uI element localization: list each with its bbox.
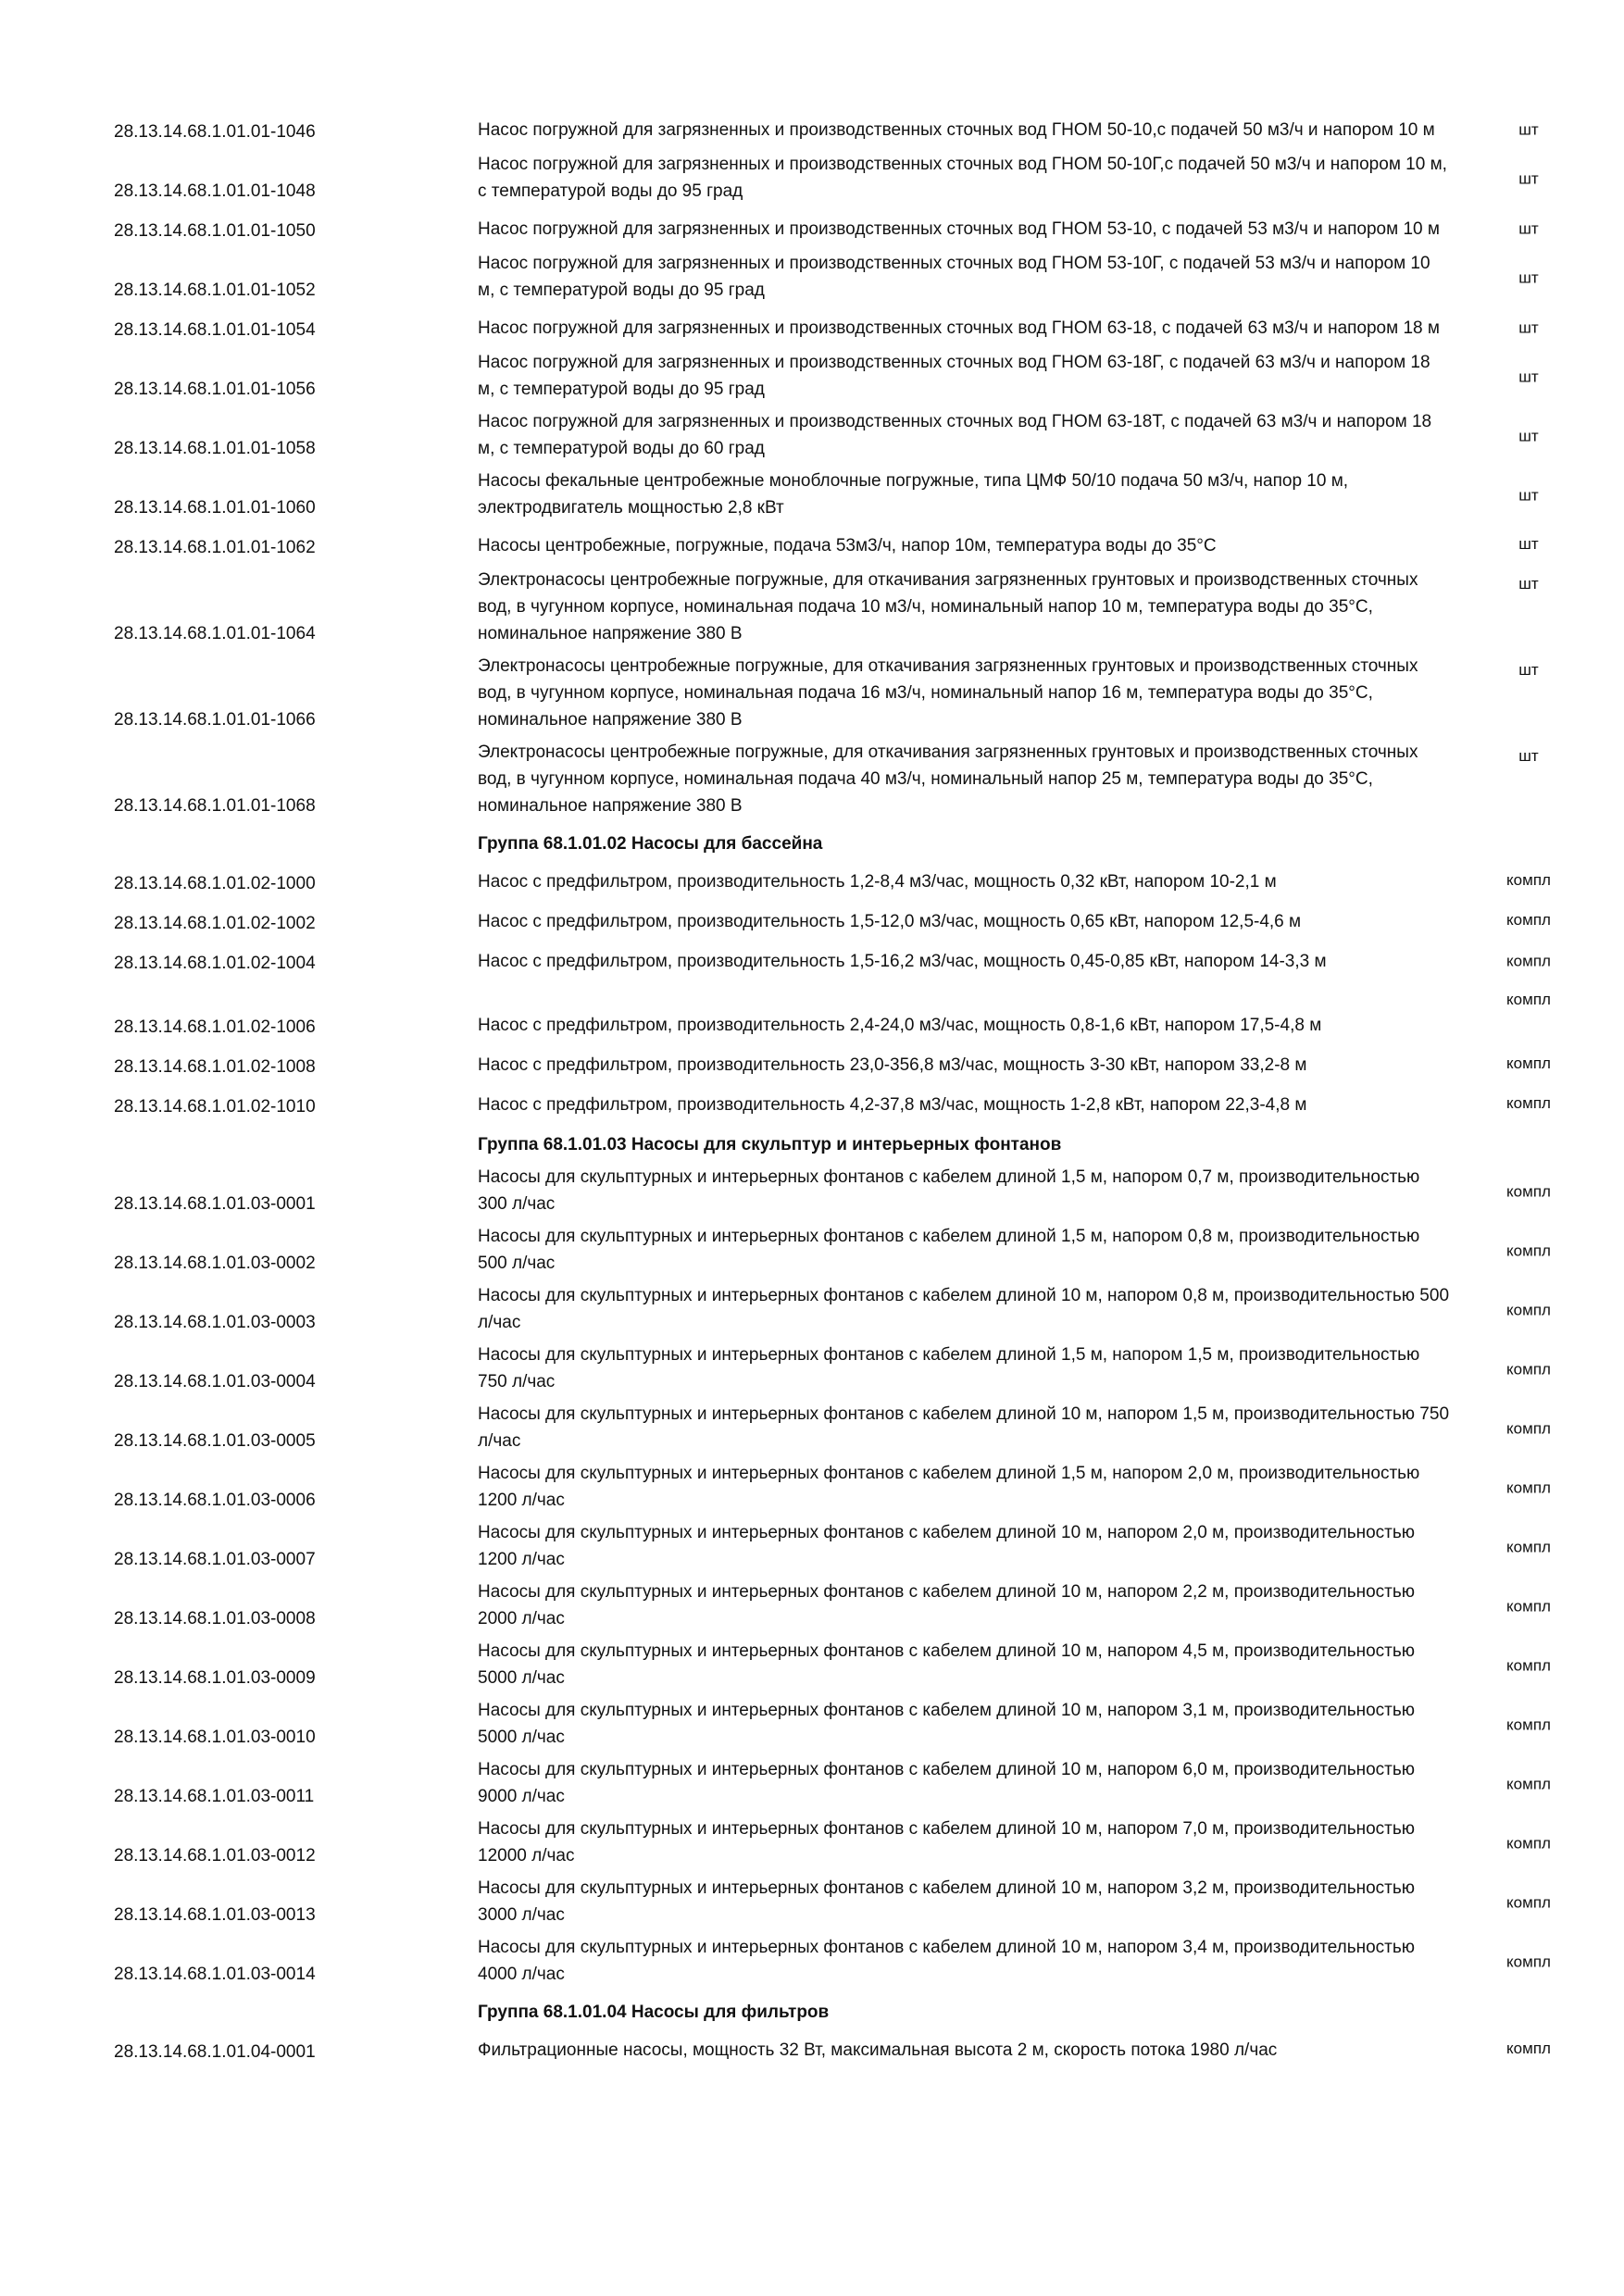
table-row <box>0 1044 1624 1084</box>
table-row <box>0 1873 1624 1932</box>
resource-code: 28.13.14.68.1.01.03-0005 <box>114 1431 316 1451</box>
table-row <box>0 901 1624 941</box>
resource-code: 28.13.14.68.1.01.01-1046 <box>114 122 316 142</box>
resource-code: 28.13.14.68.1.01.03-0011 <box>114 1787 315 1806</box>
unit-of-measure: компл <box>1506 1775 1551 1793</box>
resource-code: 28.13.14.68.1.01.04-0001 <box>114 2042 316 2062</box>
table-row <box>0 406 1624 466</box>
resource-code: 28.13.14.68.1.01.03-0013 <box>114 1905 316 1925</box>
resource-code: 28.13.14.68.1.01.01-1056 <box>114 380 316 399</box>
unit-of-measure: шт <box>1518 575 1539 593</box>
table-row <box>0 1636 1624 1695</box>
resource-name: Насос погружной для загрязненных и производственных сточных вод ГНОМ 63-18Г, с подачей 63 м3/ч и напором 18 м, с температурой воды до 95 град <box>478 353 1430 399</box>
resource-name: Фильтрационные насосы, мощность 32 Вт, максимальная высота 2 м, скорость потока 1980 л/час <box>478 2040 1278 2060</box>
resource-name: Насосы для скульптурных и интерьерных фонтанов с кабелем длиной 10 м, напором 0,8 м, производительностью 500 л/час <box>478 1286 1450 1332</box>
resource-name: Насосы центробежные, погружные, подача 53м3/ч, напор 10м, температура воды до 35°С <box>478 536 1217 555</box>
resource-name: Насос с предфильтром, производительность 23,0-356,8 м3/час, мощность 3-30 кВт, напором 33,2-8 м <box>478 1055 1307 1075</box>
resource-code: 28.13.14.68.1.01.01-1064 <box>114 624 316 643</box>
table-row <box>0 1577 1624 1636</box>
resource-name: Насос погружной для загрязненных и производственных сточных вод ГНОМ 50-10Г,с подачей 50 м3/ч и напором 10 м, с температурой воды до 95 град <box>478 155 1447 201</box>
resource-code: 28.13.14.68.1.01.01-1052 <box>114 281 316 300</box>
table-row <box>0 980 1624 1044</box>
resource-name: Насосы для скульптурных и интерьерных фонтанов с кабелем длиной 10 м, напором 3,2 м, производительностью 3000 л/час <box>478 1878 1416 1925</box>
unit-of-measure: компл <box>1506 1656 1551 1675</box>
unit-of-measure: компл <box>1506 2040 1551 2057</box>
resource-name: Насос с предфильтром, производительность 1,2-8,4 м3/час, мощность 0,32 кВт, напором 10-2,1 м <box>478 872 1277 892</box>
resource-name: Насос погружной для загрязненных и производственных сточных вод ГНОМ 53-10, с подачей 53 м3/ч и напором 10 м <box>478 219 1440 239</box>
resource-code: 28.13.14.68.1.01.03-0014 <box>114 1965 316 1984</box>
table-row <box>0 149 1624 208</box>
resource-name: Насосы для скульптурных и интерьерных фонтанов с кабелем длиной 1,5 м, напором 1,5 м, производительностью 750 л/час <box>478 1345 1420 1391</box>
resource-code: 28.13.14.68.1.01.01-1050 <box>114 221 316 241</box>
resource-code: 28.13.14.68.1.01.03-0004 <box>114 1372 316 1391</box>
unit-of-measure: компл <box>1506 1538 1551 1556</box>
table-row <box>0 1695 1624 1754</box>
table-row <box>0 1162 1624 1221</box>
unit-of-measure: шт <box>1518 486 1539 505</box>
resource-name: Насосы для скульптурных и интерьерных фонтанов с кабелем длиной 10 м, напором 3,1 м, производительностью 5000 л/час <box>478 1701 1416 1747</box>
resource-name: Насосы для скульптурных и интерьерных фонтанов с кабелем длиной 10 м, напором 4,5 м, производительностью 5000 л/час <box>478 1641 1416 1688</box>
unit-of-measure: шт <box>1518 169 1539 188</box>
unit-of-measure: компл <box>1506 1834 1551 1853</box>
resource-code: 28.13.14.68.1.01.03-0008 <box>114 1609 316 1628</box>
table-row <box>0 1340 1624 1399</box>
resource-code: 28.13.14.68.1.01.02-1000 <box>114 874 316 893</box>
resource-name: Электронасосы центробежные погружные, для откачивания загрязненных грунтовых и производственных сточных вод, в чугунном корпусе, номинальная подача 16 м3/ч, номинальный напор 16 м, температура воды до 35°С, номинальное напряжение 380 В <box>478 656 1418 730</box>
resource-name: Насос погружной для загрязненных и производственных сточных вод ГНОМ 50-10,с подачей 50 м3/ч и напором 10 м <box>478 120 1435 140</box>
resource-code: 28.13.14.68.1.01.01-1048 <box>114 181 316 201</box>
unit-of-measure: шт <box>1518 219 1539 237</box>
table-row <box>0 109 1624 149</box>
unit-of-measure: шт <box>1518 535 1539 553</box>
unit-of-measure: компл <box>1506 1953 1551 1971</box>
unit-of-measure: шт <box>1518 661 1539 679</box>
group-heading <box>0 1991 1624 2029</box>
table-row <box>0 651 1624 737</box>
unit-of-measure: компл <box>1506 1054 1551 1072</box>
resource-code: 28.13.14.68.1.01.02-1006 <box>114 1017 316 1037</box>
unit-of-measure: компл <box>1506 991 1551 1008</box>
unit-of-measure: компл <box>1506 1479 1551 1497</box>
resource-code: 28.13.14.68.1.01.03-0006 <box>114 1491 316 1510</box>
table-row <box>0 1458 1624 1517</box>
table-row <box>0 1517 1624 1577</box>
resource-code: 28.13.14.68.1.01.01-1068 <box>114 796 316 816</box>
unit-of-measure: компл <box>1506 871 1551 889</box>
table-row <box>0 2029 1624 2069</box>
unit-of-measure: компл <box>1506 911 1551 929</box>
unit-of-measure: шт <box>1518 318 1539 336</box>
table-row <box>0 208 1624 248</box>
resource-name: Насосы для скульптурных и интерьерных фонтанов с кабелем длиной 10 м, напором 2,2 м, производительностью 2000 л/час <box>478 1582 1416 1628</box>
table-row <box>0 1084 1624 1124</box>
unit-of-measure: шт <box>1518 368 1539 386</box>
resource-name: Насосы для скульптурных и интерьерных фонтанов с кабелем длиной 10 м, напором 7,0 м, производительностью 12000 л/час <box>478 1819 1416 1866</box>
resource-name: Насосы для скульптурных и интерьерных фонтанов с кабелем длиной 10 м, напором 3,4 м, производительностью 4000 л/час <box>478 1938 1416 1984</box>
resource-code: 28.13.14.68.1.01.03-0001 <box>114 1194 316 1214</box>
table-row <box>0 466 1624 525</box>
resource-name: Насос погружной для загрязненных и производственных сточных вод ГНОМ 53-10Г, с подачей 53 м3/ч и напором 10 м, с температурой воды до 95 град <box>478 254 1430 300</box>
resource-name: Электронасосы центробежные погружные, для откачивания загрязненных грунтовых и производственных сточных вод, в чугунном корпусе, номинальная подача 40 м3/ч, номинальный напор 25 м, температура воды до 35°С, номинальное напряжение 380 В <box>478 742 1418 816</box>
table-row <box>0 565 1624 651</box>
resource-code: 28.13.14.68.1.01.01-1066 <box>114 710 316 730</box>
resource-code: 28.13.14.68.1.01.02-1010 <box>114 1097 316 1117</box>
resource-code: 28.13.14.68.1.01.03-0007 <box>114 1550 316 1569</box>
unit-of-measure: компл <box>1506 952 1551 969</box>
unit-of-measure: шт <box>1518 268 1539 287</box>
resource-name: Насосы фекальные центробежные моноблочные погружные, типа ЦМФ 50/10 подача 50 м3/ч, напор 10 м, электродвигатель мощностью 2,8 кВт <box>478 471 1349 518</box>
resource-code: 28.13.14.68.1.01.02-1002 <box>114 914 316 933</box>
resource-name: Насос погружной для загрязненных и производственных сточных вод ГНОМ 63-18, с подачей 63 м3/ч и напором 18 м <box>478 318 1440 338</box>
unit-of-measure: компл <box>1506 1182 1551 1201</box>
table-row <box>0 1399 1624 1458</box>
unit-of-measure: шт <box>1518 120 1539 138</box>
group-title: Группа 68.1.01.04 Насосы для фильтров <box>478 2003 830 2022</box>
unit-of-measure: шт <box>1518 427 1539 445</box>
price-list-table <box>0 109 1624 2069</box>
group-title: Группа 68.1.01.02 Насосы для бассейна <box>478 834 823 854</box>
unit-of-measure: компл <box>1506 1242 1551 1260</box>
table-row <box>0 1280 1624 1340</box>
resource-name: Насос с предфильтром, производительность 2,4-24,0 м3/час, мощность 0,8-1,6 кВт, напором 17,5-4,8 м <box>478 1016 1322 1035</box>
resource-name: Насос с предфильтром, производительность 1,5-12,0 м3/час, мощность 0,65 кВт, напором 12,5-4,6 м <box>478 912 1302 931</box>
resource-code: 28.13.14.68.1.01.01-1060 <box>114 498 316 518</box>
unit-of-measure: компл <box>1506 1716 1551 1734</box>
table-row <box>0 248 1624 307</box>
resource-code: 28.13.14.68.1.01.03-0012 <box>114 1846 316 1866</box>
table-row <box>0 941 1624 980</box>
resource-name: Насосы для скульптурных и интерьерных фонтанов с кабелем длиной 10 м, напором 1,5 м, производительностью 750 л/час <box>478 1404 1450 1451</box>
table-row <box>0 861 1624 901</box>
resource-name: Насосы для скульптурных и интерьерных фонтанов с кабелем длиной 10 м, напором 6,0 м, производительностью 9000 л/час <box>478 1760 1416 1806</box>
unit-of-measure: компл <box>1506 1301 1551 1319</box>
resource-code: 28.13.14.68.1.01.02-1004 <box>114 954 316 973</box>
table-row <box>0 1221 1624 1280</box>
resource-code: 28.13.14.68.1.01.03-0009 <box>114 1668 316 1688</box>
resource-name: Насосы для скульптурных и интерьерных фонтанов с кабелем длиной 10 м, напором 2,0 м, производительностью 1200 л/час <box>478 1523 1416 1569</box>
unit-of-measure: компл <box>1506 1419 1551 1438</box>
resource-code: 28.13.14.68.1.01.03-0010 <box>114 1728 316 1747</box>
resource-code: 28.13.14.68.1.01.02-1008 <box>114 1057 316 1077</box>
resource-name: Насосы для скульптурных и интерьерных фонтанов с кабелем длиной 1,5 м, напором 0,7 м, производительностью 300 л/час <box>478 1167 1420 1214</box>
unit-of-measure: шт <box>1518 747 1539 765</box>
resource-code: 28.13.14.68.1.01.03-0002 <box>114 1254 316 1273</box>
resource-name: Насосы для скульптурных и интерьерных фонтанов с кабелем длиной 1,5 м, напором 2,0 м, производительностью 1200 л/час <box>478 1464 1420 1510</box>
resource-code: 28.13.14.68.1.01.01-1062 <box>114 538 316 557</box>
group-heading <box>0 1124 1624 1162</box>
table-row <box>0 307 1624 347</box>
resource-name: Насос погружной для загрязненных и производственных сточных вод ГНОМ 63-18Т, с подачей 63 м3/ч и напором 18 м, с температурой воды до 60 град <box>478 412 1432 458</box>
group-title: Группа 68.1.01.03 Насосы для скульптур и интерьерных фонтанов <box>478 1135 1062 1154</box>
resource-name: Насосы для скульптурных и интерьерных фонтанов с кабелем длиной 1,5 м, напором 0,8 м, производительностью 500 л/час <box>478 1227 1420 1273</box>
resource-name: Электронасосы центробежные погружные, для откачивания загрязненных грунтовых и производственных сточных вод, в чугунном корпусе, номинальная подача 10 м3/ч, номинальный напор 10 м, температура воды до 35°С, номинальное напряжение 380 В <box>478 570 1418 643</box>
group-heading <box>0 823 1624 861</box>
resource-code: 28.13.14.68.1.01.01-1054 <box>114 320 316 340</box>
table-row <box>0 525 1624 565</box>
table-row <box>0 1814 1624 1873</box>
resource-code: 28.13.14.68.1.01.01-1058 <box>114 439 316 458</box>
unit-of-measure: компл <box>1506 1360 1551 1379</box>
resource-name: Насос с предфильтром, производительность 4,2-37,8 м3/час, мощность 1-2,8 кВт, напором 22,3-4,8 м <box>478 1095 1307 1115</box>
table-row <box>0 1932 1624 1991</box>
table-row <box>0 347 1624 406</box>
table-row <box>0 737 1624 823</box>
unit-of-measure: компл <box>1506 1094 1551 1112</box>
resource-name: Насос с предфильтром, производительность 1,5-16,2 м3/час, мощность 0,45-0,85 кВт, напором 14-3,3 м <box>478 952 1327 971</box>
unit-of-measure: компл <box>1506 1597 1551 1616</box>
unit-of-measure: компл <box>1506 1893 1551 1912</box>
table-row <box>0 1754 1624 1814</box>
resource-code: 28.13.14.68.1.01.03-0003 <box>114 1313 316 1332</box>
